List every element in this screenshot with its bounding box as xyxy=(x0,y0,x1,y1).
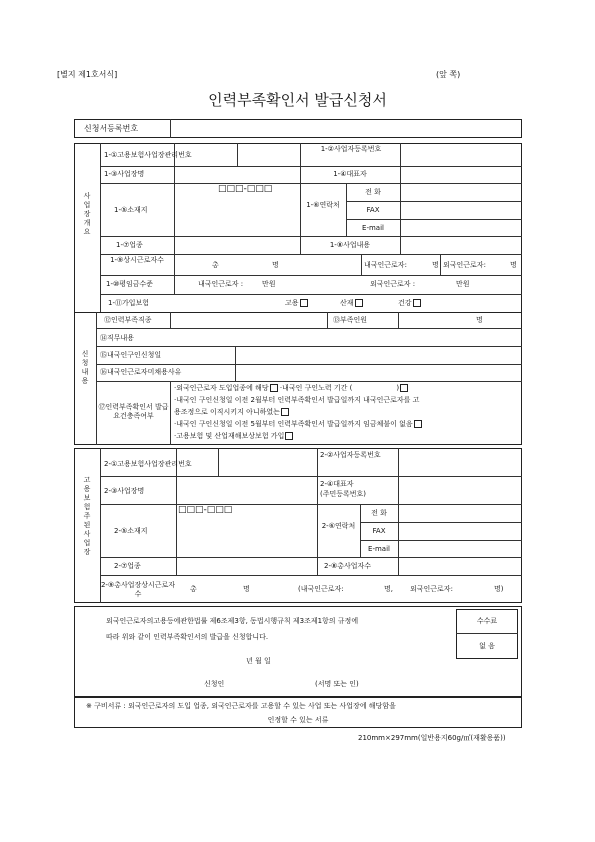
fee-value: 없 음 xyxy=(479,642,495,650)
s1-representative-label: 1-④대표자 xyxy=(333,170,367,178)
s2-address-input[interactable] xyxy=(178,518,315,555)
s2-phone-label: 전 화 xyxy=(371,509,387,517)
s1-persons-unit: 명 xyxy=(272,261,279,269)
domestic-request-label: ⑮내국인구인신청일 xyxy=(100,351,162,359)
shortage-unit: 명 xyxy=(476,316,483,324)
s1-domestic-workers-label: 내국인근로자: xyxy=(364,261,407,269)
s2-mgmt-no-input[interactable] xyxy=(220,450,315,474)
s1-biz-reg-input[interactable] xyxy=(402,145,520,164)
s2-breakdown-unit1: 명, xyxy=(384,585,393,593)
required-docs-line2: 인정할 수 있는 서류 xyxy=(267,716,329,724)
requirements-label: ⑰인력부족확인서 발급요건충족여부 xyxy=(98,403,169,420)
s1-contact-label: 1-⑥연락처 xyxy=(306,201,340,209)
s2-total-workers-input[interactable] xyxy=(400,559,520,573)
fee-label: 수수료 xyxy=(476,617,498,625)
s1-domestic-wage-label: 내국인근로자 : xyxy=(198,280,244,288)
s2-fax-input[interactable] xyxy=(400,524,520,538)
health-insurance-checkbox[interactable] xyxy=(413,299,421,307)
unfilled-reason-label: ⑯내국인근로자미채용사유 xyxy=(100,368,182,376)
s2-breakdown-foreign: 외국인근로자: xyxy=(410,585,453,593)
s1-insurance-industrial: 산재 xyxy=(340,299,363,308)
domestic-request-input[interactable] xyxy=(237,348,520,362)
s1-postal-code: □□□-□□□ xyxy=(218,184,273,194)
registration-label: 신청서등록번호 xyxy=(84,124,139,133)
s2-breakdown-unit2: 명) xyxy=(494,585,504,593)
s1-industry-label: 1-⑦업종 xyxy=(116,241,143,249)
req-industry-checkbox[interactable] xyxy=(270,384,278,392)
s1-fax-input[interactable] xyxy=(402,203,520,217)
declaration-date: 년 월 일 xyxy=(246,657,271,665)
s2-workplace-name-label: 2-③사업장명 xyxy=(104,487,145,495)
s2-regular-workers-label: 2-⑨총사업장상시근로자수 xyxy=(100,581,176,598)
s1-insurance-health: 건강 xyxy=(398,299,421,308)
s2-total-workers-label: 2-⑧총사업자수 xyxy=(324,562,372,570)
s2-representative-input[interactable] xyxy=(400,478,520,502)
s1-foreign-workers-label: 외국인근로자: xyxy=(443,261,486,269)
s1-phone-input[interactable] xyxy=(402,185,520,199)
paper-size-note: 210mm×297mm(일반용지60g/㎡(재활용품)) xyxy=(358,734,506,742)
section-apply-side-label: 신청내용 xyxy=(81,350,89,385)
s2-industry-label: 2-⑦업종 xyxy=(114,562,141,570)
s1-industry-input[interactable] xyxy=(176,238,298,252)
occupation-label: ⑫인력부족직종 xyxy=(104,316,152,324)
s1-address-input[interactable] xyxy=(176,196,298,234)
req-no-dismissal-1: ·내국인 구인신청일 이전 2월부터 인력부족확인서 발급일까지 내국인근로자를 고 xyxy=(174,396,420,404)
form-number: [별지 제1호서식] xyxy=(57,70,118,79)
s1-biz-reg-label: 1-②사업자등록번호 xyxy=(320,145,382,153)
s2-workplace-name-input[interactable] xyxy=(178,478,315,502)
req-no-dismissal-2: 용조정으로 이직시키지 아니하였는 xyxy=(174,408,289,417)
employment-insurance-checkbox[interactable] xyxy=(300,299,308,307)
s2-mgmt-no-label: 2-①고용보험사업장관리번호 xyxy=(104,460,192,468)
req-no-dismissal-checkbox[interactable] xyxy=(281,408,289,416)
s1-domestic-unit: 명 xyxy=(432,261,439,269)
s2-contact-label: 2-⑥연락처 xyxy=(321,522,356,530)
section1-side-label: 사업장개요 xyxy=(83,192,91,236)
s1-phone-label: 전 화 xyxy=(365,188,381,196)
s1-foreign-wage-label: 외국인근로자 : xyxy=(370,280,416,288)
s1-domestic-wage-unit: 만원 xyxy=(262,280,276,288)
req-industry: ·외국인근로자 도입업종에 해당 ·내국인 구인노력 기간 ( ) xyxy=(174,384,408,393)
s1-foreign-wage-unit: 만원 xyxy=(456,280,470,288)
s2-biz-reg-input[interactable] xyxy=(400,450,520,474)
s1-foreign-unit: 명 xyxy=(510,261,517,269)
required-docs-line1: ※ 구비서류 : 외국인근로자의 도입 업종, 외국인근로자를 고용할 수 있는 사업 또는 사업장에 해당함을 xyxy=(86,702,396,710)
req-insurance: ·고용보험 및 산업재해보상보험 가입 xyxy=(174,432,293,441)
s2-address-label: 2-⑤소재지 xyxy=(114,527,148,535)
s2-breakdown-domestic: (내국인근로자: xyxy=(298,585,344,593)
s2-representative-sub: (주민등록번호) xyxy=(320,490,367,498)
job-duties-label: ⑭직무내용 xyxy=(100,334,135,342)
s1-workplace-name-label: 1-③사업장명 xyxy=(104,170,145,178)
s1-insurance-label: 1-⑪가입보험 xyxy=(108,299,150,307)
req-insurance-checkbox[interactable] xyxy=(285,432,293,440)
s2-postal-code: □□□-□□□ xyxy=(178,505,233,515)
industrial-insurance-checkbox[interactable] xyxy=(355,299,363,307)
s1-email-input[interactable] xyxy=(402,221,520,234)
req-wage-checkbox[interactable] xyxy=(414,420,422,428)
occupation-input[interactable] xyxy=(172,314,325,326)
s1-insurance-employment: 고용 xyxy=(285,299,308,308)
s1-fax-label: FAX xyxy=(366,206,380,214)
s1-representative-input[interactable] xyxy=(402,168,520,181)
s2-representative-label: 2-④대표자 xyxy=(320,480,354,488)
s2-phone-input[interactable] xyxy=(400,506,520,520)
req-no-wage-arrears: ·내국인 구인신청일 이전 5월부터 인력부족확인서 발급일까지 임금체불이 없음 xyxy=(174,420,422,429)
s2-email-label: E-mail xyxy=(368,545,390,553)
s2-industry-input[interactable] xyxy=(178,559,315,573)
s1-business-content-label: 1-⑧사업내용 xyxy=(329,241,371,249)
section2-side-label: 고용보험 주된사업장 xyxy=(83,476,91,556)
s1-address-label: 1-⑤소재지 xyxy=(114,206,148,214)
s1-wage-label: 1-⑩평임금수준 xyxy=(106,280,154,288)
s2-total-label: 총 xyxy=(190,585,197,593)
s1-regular-workers-label: 1-⑨상시근로자수 xyxy=(110,256,164,264)
declaration-line2: 따라 위와 같이 인력부족확인서의 발급을 신청합니다. xyxy=(106,633,269,641)
s2-persons-unit: 명 xyxy=(243,585,250,593)
unfilled-reason-input[interactable] xyxy=(237,366,520,379)
s1-business-content-input[interactable] xyxy=(402,238,520,252)
declaration-line1: 외국인근로자의고용등에관한법률 제6조제3항, 동법시행규칙 제3조제1항의 규정에 xyxy=(106,617,359,625)
signature-label: (서명 또는 인) xyxy=(315,680,359,688)
s1-mgmt-no-input[interactable] xyxy=(239,145,298,164)
applicant-label: 신청인 xyxy=(204,680,225,688)
s2-biz-reg-label: 2-②사업자등록번호 xyxy=(320,451,381,459)
form-title: 인력부족확인서 발급신청서 xyxy=(208,91,387,109)
s1-workplace-name-input[interactable] xyxy=(176,168,298,181)
s1-email-label: E-mail xyxy=(362,224,384,232)
s1-mgmt-no-label: 1-①고용보험사업장관리번호 xyxy=(104,151,192,159)
registration-input[interactable] xyxy=(172,121,520,136)
page-side-label: (앞 쪽) xyxy=(436,70,461,79)
req-recruit-checkbox[interactable] xyxy=(400,384,408,392)
s2-email-input[interactable] xyxy=(400,542,520,555)
shortage-label: ⑬부족인원 xyxy=(333,316,368,324)
s2-fax-label: FAX xyxy=(372,527,386,535)
applicant-name-input[interactable] xyxy=(232,676,312,690)
s1-total-label: 총 xyxy=(212,261,219,269)
